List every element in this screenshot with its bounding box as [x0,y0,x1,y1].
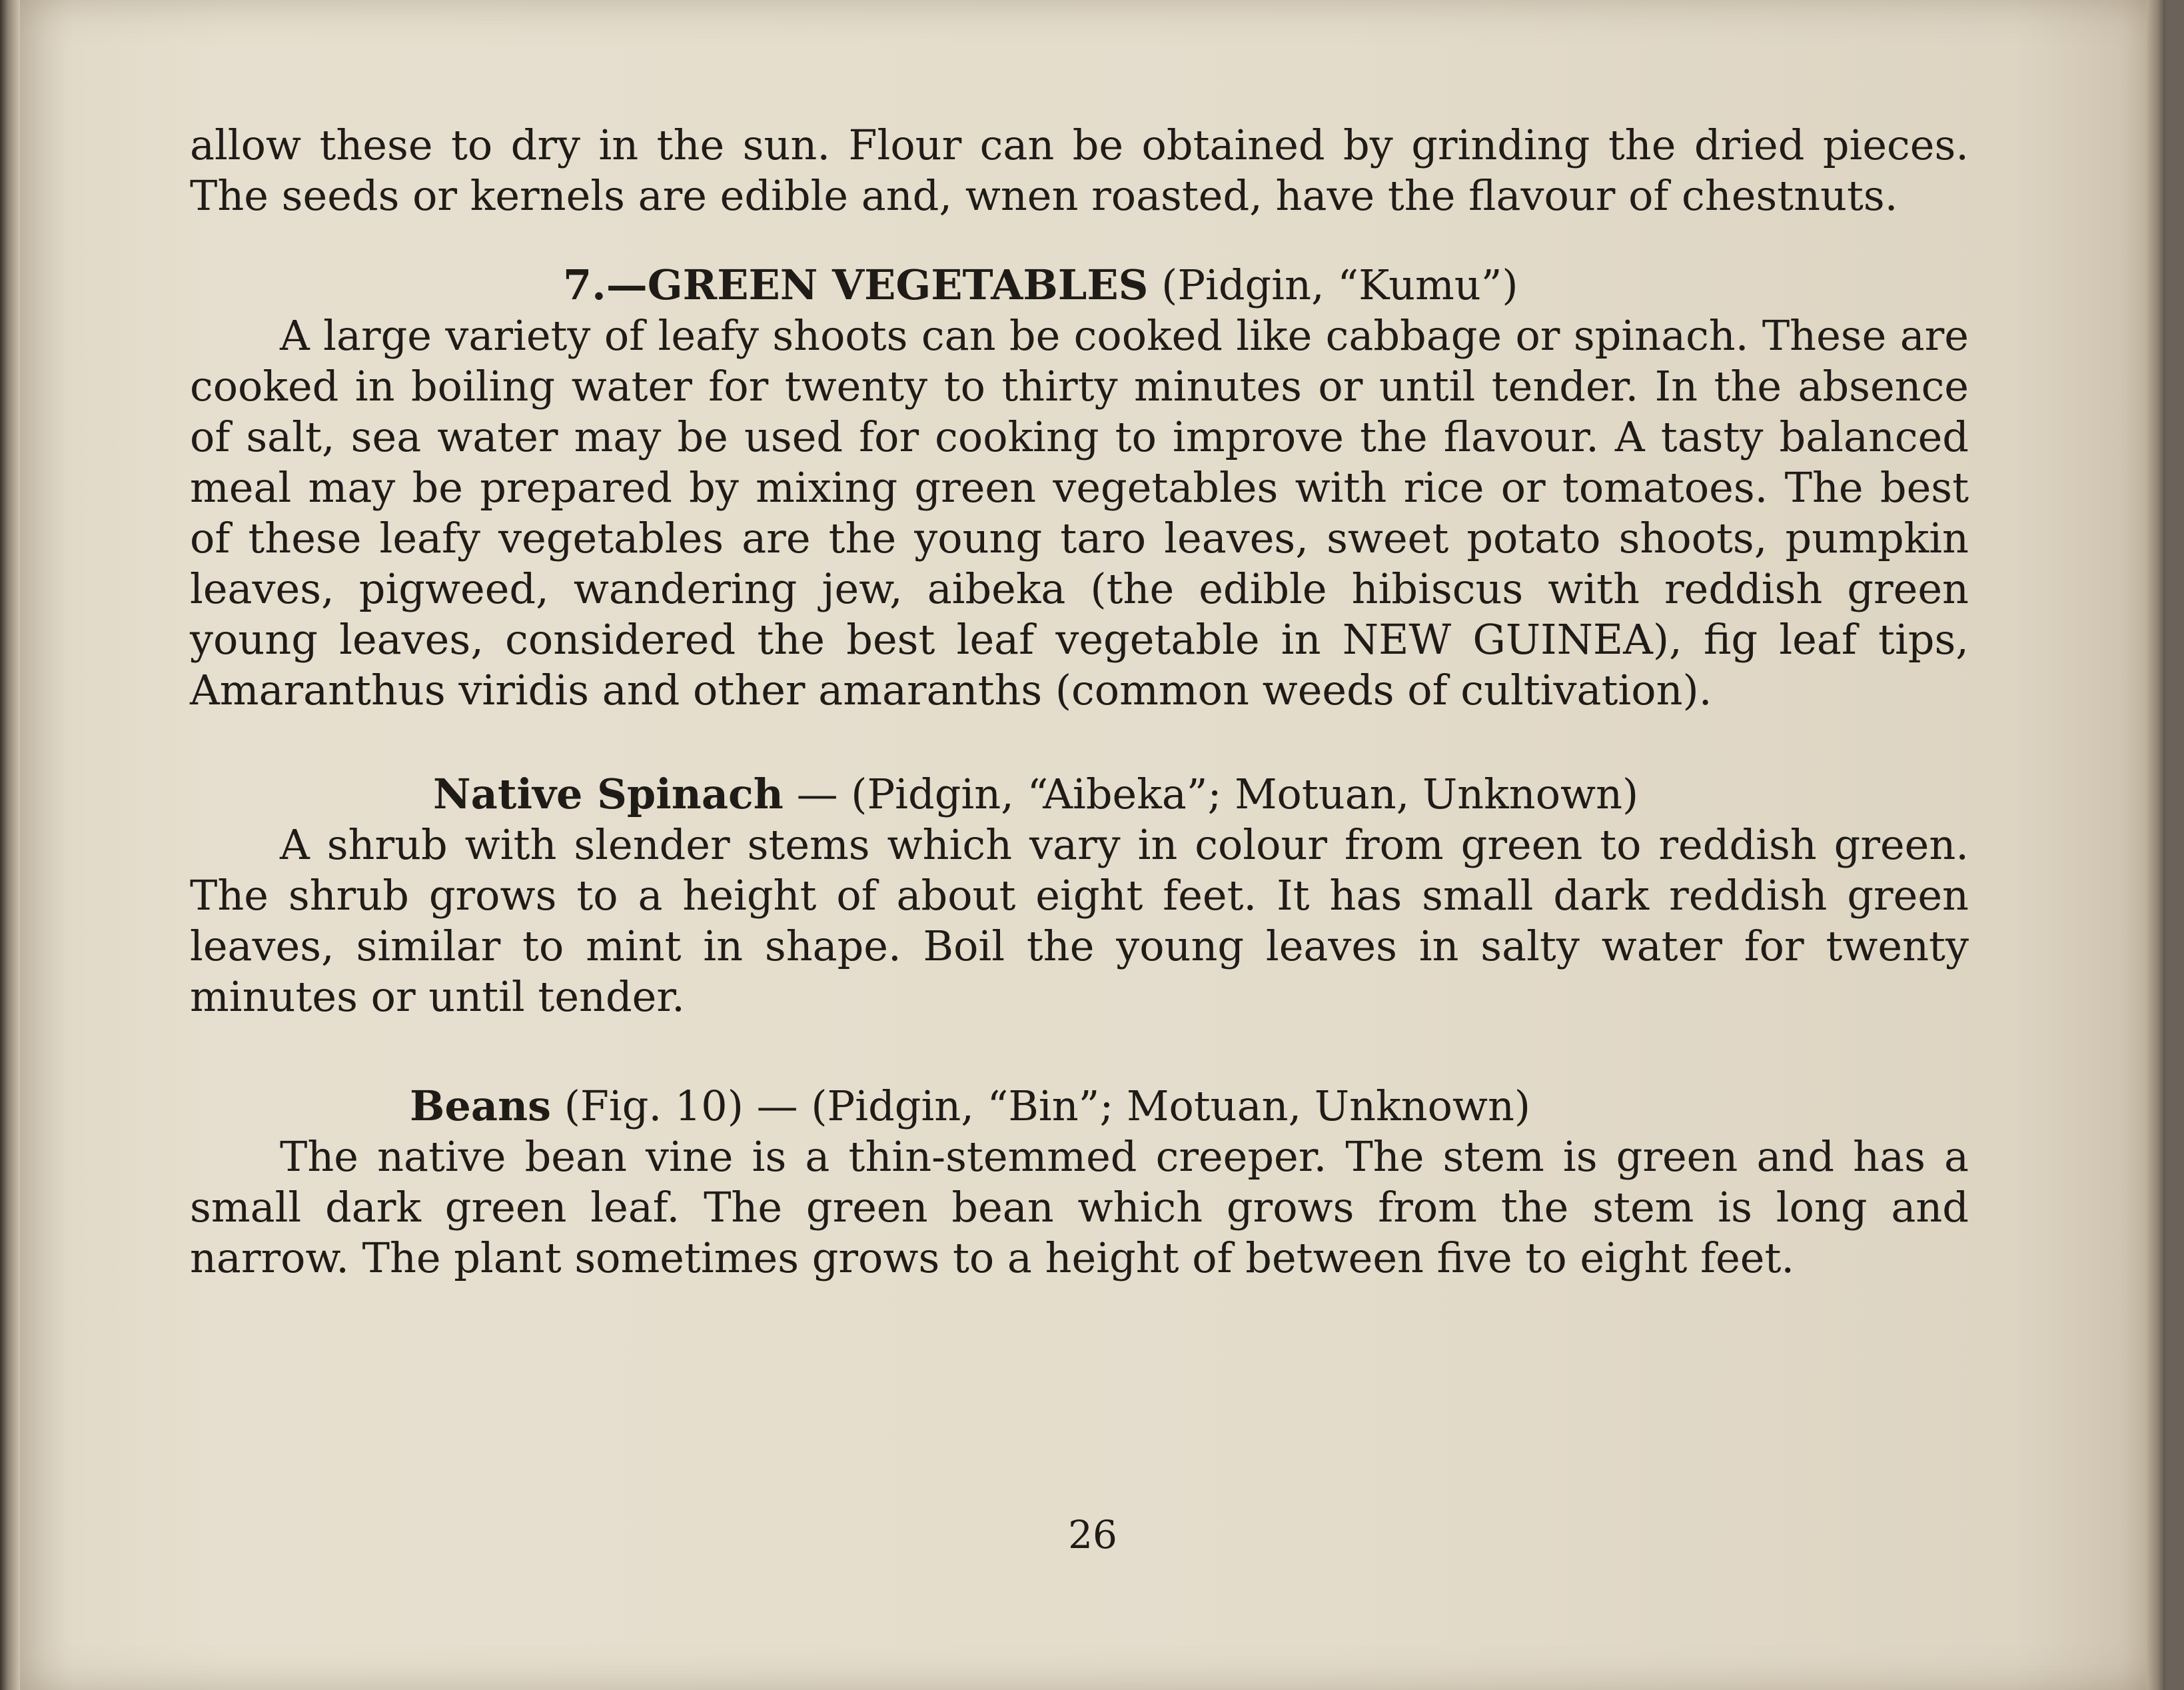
subheading-beans-names: (Fig. 10) — (Pidgin, “Bin”; Motuan, Unknown) [551,1082,1531,1130]
subheading-beans [190,1081,1969,1132]
section-heading-green-vegetables [190,260,1969,311]
subheading-native-spinach-names: — (Pidgin, “Aibeka”; Motuan, Unknown) [783,770,1639,818]
subheading-beans-title: Beans [410,1082,552,1130]
book-spine-edge [0,0,20,1690]
book-page [20,0,2165,1690]
section-heading-title: 7.—GREEN VEGETABLES [563,261,1149,309]
beans-paragraph: The native bean vine is a thin-stemmed creeper. The stem is green and has a small dark green leaf. The green bean which grows from the stem is long and narrow. The plant sometimes grows to a height of between five to eight feet. [190,1132,1969,1282]
page-text [190,120,1969,1283]
subheading-native-spinach [190,769,1969,820]
section-heading-pidgin: (Pidgin, “Kumu”) [1148,261,1518,309]
page-number: 26 [1068,1512,1117,1557]
green-vegetables-paragraph: A large variety of leafy shoots can be cooked like cabbage or spinach. These are cooked in boiling water for twenty to thirty minutes or until tender. In the absence of salt, sea water may be used for cooking to improve the flavour. A tasty balanced meal may be prepared by mixing green vegetables with rice or tomatoes. The best of these leafy vegetables are the young taro leaves, sweet potato shoots, pumpkin leaves, pigweed, wandering jew, aibeka (the edible hibiscus with reddish green young leaves, considered the best leaf vegetable in NEW GUINEA), fig leaf tips, Amaranthus viridis and other amaranths (common weeds of cultivation). [190,311,1969,714]
native-spinach-paragraph: A shrub with slender stems which vary in colour from green to reddish green. The shrub grows to a height of about eight feet. It has small dark reddish green leaves, similar to mint in shape. Boil the young leaves in salty water for twenty minutes or until tender. [190,820,1969,1021]
subheading-native-spinach-title: Native Spinach [433,770,784,818]
page-right-edge [2147,0,2165,1690]
intro-paragraph: allow these to dry in the sun. Flour can be obtained by grinding the dried pieces. The seeds or kernels are edible and, wnen roasted, have the flavour of chestnuts. [190,121,1969,220]
